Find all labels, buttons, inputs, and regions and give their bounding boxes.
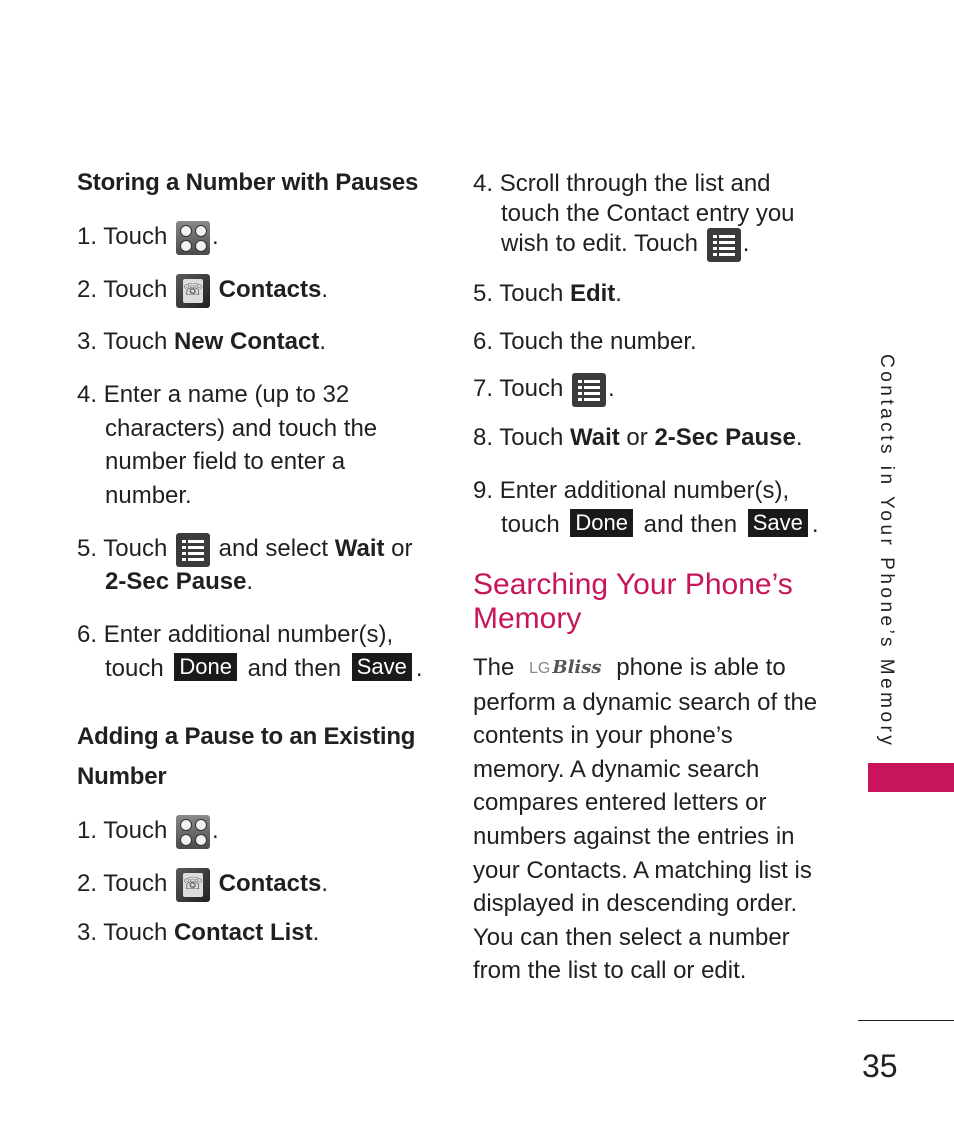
section-heading-line-1: Searching Your Phone’s bbox=[473, 568, 793, 601]
step-end: . bbox=[312, 919, 320, 946]
para-line-2: perform a dynamic search of the bbox=[473, 688, 818, 716]
step-text: Touch bbox=[103, 276, 168, 303]
step-5-right bbox=[473, 277, 622, 311]
step-number: 4. bbox=[77, 381, 98, 408]
step-4-line-2: characters) and touch the bbox=[105, 415, 378, 442]
lg-bliss-logo bbox=[529, 651, 602, 686]
save-button-graphic: Save bbox=[748, 509, 808, 537]
step-end: . bbox=[319, 328, 326, 355]
step-text-mid: and select bbox=[218, 535, 329, 562]
step-1-adding bbox=[77, 814, 219, 849]
para-line-10: from the list to call or edit. bbox=[473, 957, 747, 985]
step-end: . bbox=[246, 568, 254, 595]
step-text: Touch the number. bbox=[499, 328, 697, 355]
para-text: phone is able to bbox=[616, 654, 786, 681]
body-paragraph bbox=[473, 651, 817, 988]
step-3-storing bbox=[77, 325, 326, 359]
step-text: Enter additional number(s), bbox=[499, 477, 790, 504]
step-9-line-2 bbox=[501, 508, 819, 542]
step-2-storing bbox=[77, 273, 328, 308]
step-number: 4. bbox=[473, 170, 494, 197]
edit-label: Edit bbox=[569, 280, 616, 307]
step-text: Touch bbox=[103, 223, 168, 250]
step-text: Scroll through the list and bbox=[499, 170, 771, 197]
contact-list-label: Contact List bbox=[173, 919, 313, 946]
touch-text: touch bbox=[105, 655, 164, 682]
section-heading-searching-memory bbox=[473, 568, 793, 636]
contacts-label: Contacts bbox=[218, 870, 322, 897]
menu-list-icon bbox=[176, 533, 210, 567]
step-number: 6. bbox=[473, 328, 494, 355]
step-number: 5. bbox=[77, 535, 98, 562]
step-text: Touch bbox=[103, 817, 168, 844]
para-line-7: your Contacts. A matching list is bbox=[473, 856, 812, 884]
step-end: . bbox=[811, 511, 819, 538]
done-button-graphic: Done bbox=[174, 653, 237, 681]
step-end: . bbox=[742, 230, 750, 257]
step-number: 7. bbox=[473, 375, 494, 402]
apps-grid-icon bbox=[176, 221, 210, 255]
step-end: . bbox=[321, 276, 328, 303]
step-number: 1. bbox=[77, 223, 98, 250]
step-number: 3. bbox=[77, 328, 98, 355]
logo-lg: LG bbox=[529, 660, 551, 677]
step-1-storing bbox=[77, 220, 219, 255]
or-text: or bbox=[626, 424, 648, 451]
step-end: . bbox=[615, 280, 622, 307]
step-3-adding bbox=[77, 916, 319, 950]
step-4-storing bbox=[77, 378, 349, 412]
new-contact-label: New Contact bbox=[173, 328, 320, 355]
step-text: Touch bbox=[103, 535, 168, 562]
step-5-storing bbox=[77, 532, 413, 567]
section-heading-line-2: Memory bbox=[473, 602, 582, 635]
menu-list-icon bbox=[707, 228, 741, 262]
heading-line-2: Number bbox=[77, 763, 167, 790]
para-line-1 bbox=[473, 651, 817, 686]
para-line-3: contents in your phone’s bbox=[473, 722, 733, 750]
save-button-graphic: Save bbox=[352, 653, 412, 681]
step-7-right bbox=[473, 372, 615, 407]
step-end: . bbox=[211, 817, 219, 844]
wait-label: Wait bbox=[334, 535, 385, 562]
or-text: or bbox=[391, 535, 413, 562]
and-then-text: and then bbox=[247, 655, 342, 682]
para-line-5: compares entered letters or bbox=[473, 789, 767, 817]
wait-label: Wait bbox=[569, 424, 620, 451]
step-text: Touch bbox=[103, 870, 168, 897]
step-number: 2. bbox=[77, 276, 98, 303]
step-text: Enter a name (up to 32 bbox=[103, 381, 350, 408]
heading-storing-number-with-pauses: Storing a Number with Pauses bbox=[77, 169, 419, 196]
step-text: Touch bbox=[499, 280, 564, 307]
step-8-right bbox=[473, 421, 803, 455]
step-end: . bbox=[607, 375, 615, 402]
para-line-9: You can then select a number bbox=[473, 923, 790, 951]
step-5-line-2 bbox=[105, 565, 253, 599]
step-text: Touch bbox=[499, 375, 564, 402]
heading-line-1: Adding a Pause to an Existing bbox=[77, 723, 416, 750]
para-text: The bbox=[473, 654, 515, 681]
heading-adding-pause bbox=[77, 720, 415, 794]
step-text: wish to edit. Touch bbox=[501, 230, 699, 257]
step-text: Touch bbox=[499, 424, 564, 451]
step-number: 9. bbox=[473, 477, 494, 504]
page-number: 35 bbox=[862, 1048, 898, 1084]
step-end: . bbox=[211, 223, 219, 250]
contacts-phone-icon: ☏ bbox=[176, 274, 210, 308]
para-line-4: memory. A dynamic search bbox=[473, 755, 760, 783]
step-end: . bbox=[321, 870, 328, 897]
contacts-label: Contacts bbox=[218, 276, 322, 303]
step-6-right bbox=[473, 325, 697, 359]
2-sec-pause-label: 2-Sec Pause bbox=[105, 568, 247, 595]
step-4-line-4: number. bbox=[105, 482, 192, 509]
step-4-line-2: touch the Contact entry you bbox=[501, 200, 795, 227]
step-number: 2. bbox=[77, 870, 98, 897]
touch-text: touch bbox=[501, 511, 560, 538]
step-number: 3. bbox=[77, 919, 98, 946]
para-line-8: displayed in descending order. bbox=[473, 890, 798, 918]
para-line-6: numbers against the entries in bbox=[473, 822, 795, 850]
step-2-adding bbox=[77, 867, 328, 902]
done-button-graphic: Done bbox=[570, 509, 633, 537]
step-number: 1. bbox=[77, 817, 98, 844]
step-number: 6. bbox=[77, 621, 98, 648]
footer-divider bbox=[858, 1020, 954, 1021]
logo-bliss: Bliss bbox=[552, 657, 602, 678]
step-number: 5. bbox=[473, 280, 494, 307]
sidebar-chapter-title: Contacts in Your Phone’s Memory bbox=[876, 354, 897, 749]
2-sec-pause-label: 2-Sec Pause bbox=[654, 424, 796, 451]
step-end: . bbox=[795, 424, 803, 451]
step-4-right bbox=[473, 167, 771, 201]
step-4-line-3 bbox=[501, 227, 749, 262]
and-then-text: and then bbox=[643, 511, 738, 538]
menu-list-icon bbox=[572, 373, 606, 407]
contacts-phone-icon: ☏ bbox=[176, 868, 210, 902]
chapter-tab-marker bbox=[868, 763, 954, 792]
step-6-storing bbox=[77, 618, 393, 652]
step-9-right bbox=[473, 474, 789, 508]
apps-grid-icon bbox=[176, 815, 210, 849]
step-text: Touch bbox=[103, 328, 168, 355]
step-4-line-3: number field to enter a bbox=[105, 448, 346, 475]
step-6-line-2 bbox=[105, 652, 423, 686]
step-end: . bbox=[415, 655, 423, 682]
step-text: Touch bbox=[103, 919, 168, 946]
step-number: 8. bbox=[473, 424, 494, 451]
step-text: Enter additional number(s), bbox=[103, 621, 394, 648]
